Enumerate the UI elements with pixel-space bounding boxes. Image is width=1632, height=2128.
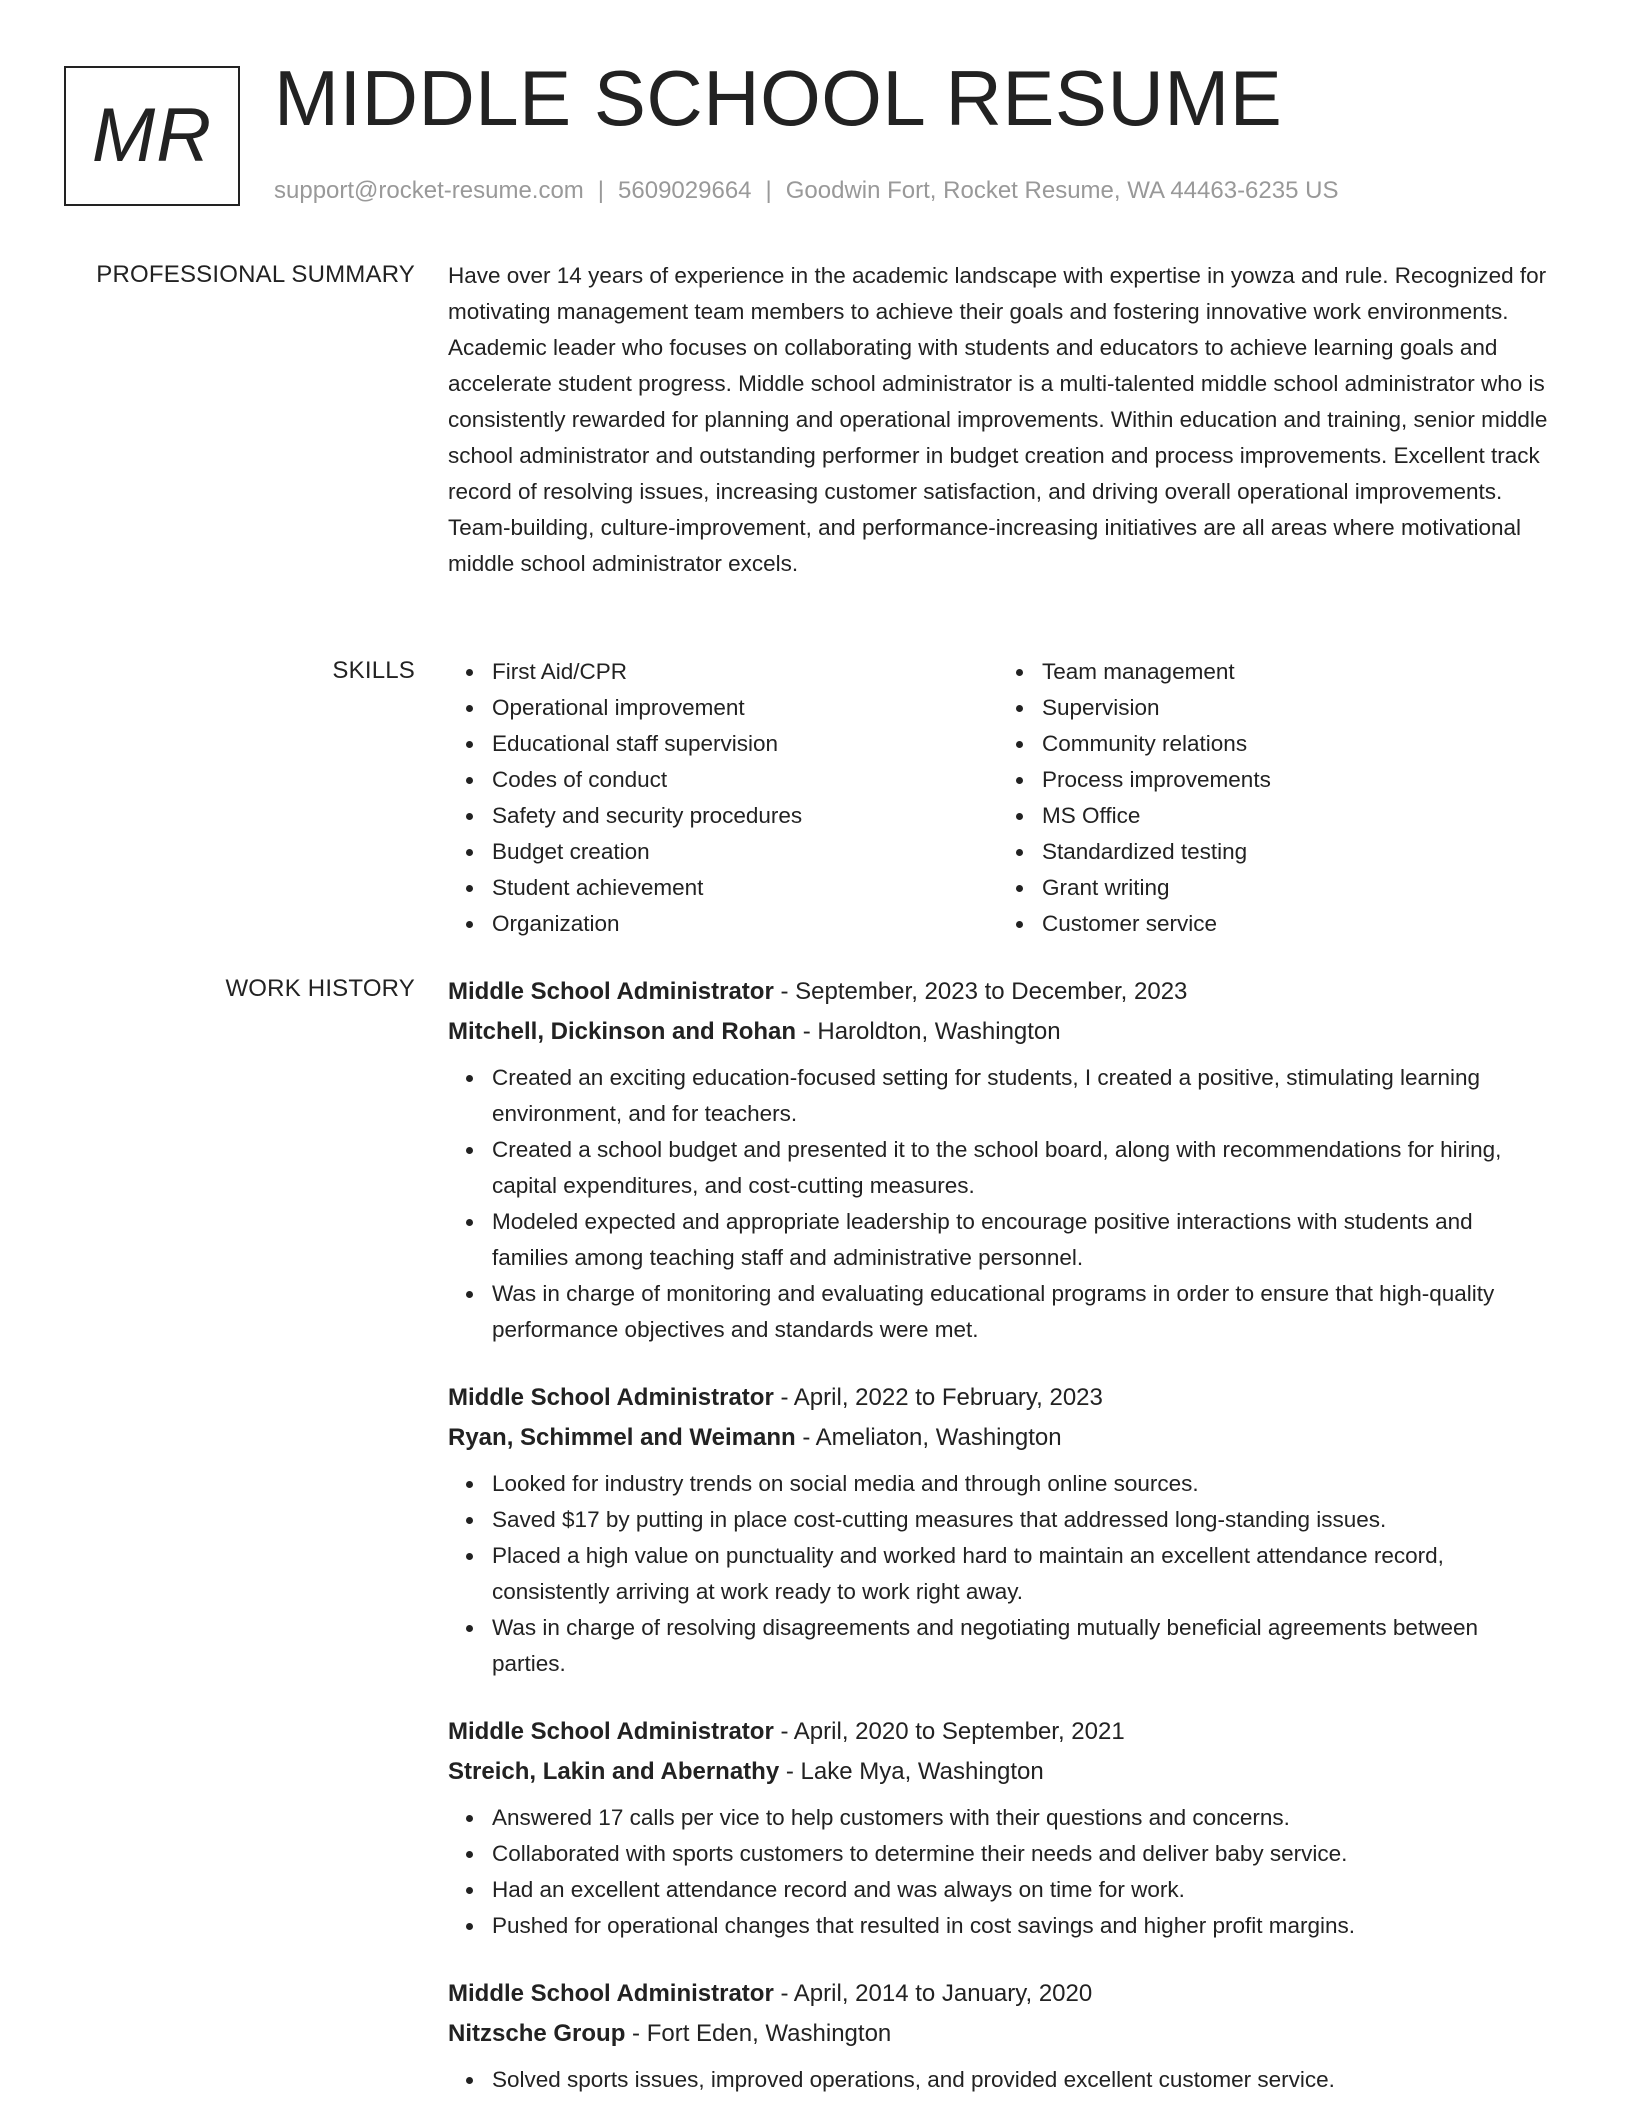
job-entry: [448, 1712, 1548, 1944]
job-company-line: [448, 1418, 1548, 1458]
contact-phone: 5609029664: [618, 177, 752, 204]
job-location: - Fort Eden, Washington: [625, 2020, 892, 2047]
job-location: - Haroldton, Washington: [796, 1018, 1061, 1045]
skill-item: Organization: [492, 906, 998, 942]
summary-text: Have over 14 years of experience in the academic landscape with expertise in yowza and rule. Recognized for motivating management team members to achieve their goals and fostering innovative work environments. Academic leader who focuses on collaborating with students and educators to achieve learning goals and accelerate student progress. Middle school administrator is a multi-talented middle school administrator who is consistently rewarded for planning and operational improvements. Within education and training, senior middle school administrator and outstanding performer in budget creation and process improvements. Excellent track record of resolving issues, increasing customer satisfaction, and driving overall operational improvements. Team-building, culture-improvement, and performance-increasing initiatives are all areas where motivational middle school administrator excels.: [448, 263, 1548, 576]
jobs-list: [448, 972, 1548, 2128]
job-title: Middle School Administrator: [448, 1718, 774, 1745]
skill-item: First Aid/CPR: [492, 654, 998, 690]
job-bullet: Collaborated with sports customers to determine their needs and deliver baby service.: [492, 1836, 1548, 1872]
job-company-line: [448, 2014, 1548, 2054]
job-bullet: Answered 17 calls per vice to help customers with their questions and concerns.: [492, 1800, 1548, 1836]
job-company: Streich, Lakin and Abernathy: [448, 1758, 780, 1785]
job-bullet: Placed a high value on punctuality and worked hard to maintain an excellent attendance record, consistently arriving at work ready to work right away.: [492, 1538, 1548, 1610]
job-title-line: [448, 1974, 1548, 2014]
job-bullet-list: [448, 1466, 1548, 1682]
job-bullet: Created a school budget and presented it to the school board, along with recommendations for hiring, capital expenditures, and cost-cutting measures.: [492, 1132, 1548, 1204]
job-entry: [448, 1378, 1548, 1682]
job-company: Nitzsche Group: [448, 2020, 626, 2047]
skill-item: Operational improvement: [492, 690, 998, 726]
section-heading-summary: PROFESSIONAL SUMMARY: [96, 261, 415, 288]
contact-email: support@rocket-resume.com: [274, 177, 584, 204]
job-location: - Ameliaton, Washington: [795, 1424, 1062, 1451]
job-dates: - April, 2020 to September, 2021: [773, 1718, 1125, 1745]
job-title-line: [448, 1378, 1548, 1418]
job-title-line: [448, 972, 1548, 1012]
job-bullet: Had an excellent attendance record and was always on time for work.: [492, 1872, 1548, 1908]
skills-list-left: [448, 654, 998, 942]
skill-item: Student achievement: [492, 870, 998, 906]
job-bullet-list: [448, 2062, 1548, 2098]
job-bullet: Saved $17 by putting in place cost-cutting measures that addressed long-standing issues.: [492, 1502, 1548, 1538]
job-title: Middle School Administrator: [448, 1384, 774, 1411]
skill-item: Safety and security procedures: [492, 798, 998, 834]
section-heading-skills: SKILLS: [332, 657, 415, 684]
job-bullet: Was in charge of resolving disagreements and negotiating mutually beneficial agreements between parties.: [492, 1610, 1548, 1682]
skill-item: Team management: [1042, 654, 1548, 690]
job-company: Mitchell, Dickinson and Rohan: [448, 1018, 797, 1045]
job-company-line: [448, 1752, 1548, 1792]
monogram-badge: [64, 66, 240, 206]
job-bullet: Created an exciting education-focused setting for students, I created a positive, stimulating learning environment, and for teachers.: [492, 1060, 1548, 1132]
contact-line: [274, 176, 1338, 206]
contact-address: Goodwin Fort, Rocket Resume, WA 44463-6235 US: [785, 177, 1339, 204]
job-bullet: Was in charge of monitoring and evaluating educational programs in order to ensure that high-quality performance objectives and standards were met.: [492, 1276, 1548, 1348]
job-entry: [448, 972, 1548, 1348]
contact-separator: |: [765, 177, 772, 204]
skill-item: Community relations: [1042, 726, 1548, 762]
job-bullet: Looked for industry trends on social media and through online sources.: [492, 1466, 1548, 1502]
job-bullet-list: [448, 1060, 1548, 1348]
job-title: Middle School Administrator: [448, 978, 774, 1005]
skill-item: MS Office: [1042, 798, 1548, 834]
skill-item: Process improvements: [1042, 762, 1548, 798]
skill-item: Customer service: [1042, 906, 1548, 942]
job-title-line: [448, 1712, 1548, 1752]
job-title: Middle School Administrator: [448, 1980, 774, 2007]
job-bullet-list: [448, 1800, 1548, 1944]
job-dates: - September, 2023 to December, 2023: [773, 978, 1188, 1005]
skill-item: Codes of conduct: [492, 762, 998, 798]
job-company-line: [448, 1012, 1548, 1052]
job-entry: [448, 1974, 1548, 2098]
skills-list-right: [998, 654, 1548, 942]
contact-separator: |: [597, 177, 605, 204]
job-bullet: Solved sports issues, improved operations, and provided excellent customer service.: [492, 2062, 1548, 2098]
section-heading-work-history: WORK HISTORY: [225, 975, 415, 1002]
job-location: - Lake Mya, Washington: [779, 1758, 1044, 1785]
skill-item: Budget creation: [492, 834, 998, 870]
skill-item: Supervision: [1042, 690, 1548, 726]
job-dates: - April, 2014 to January, 2020: [773, 1980, 1093, 2007]
job-company: Ryan, Schimmel and Weimann: [448, 1424, 796, 1451]
monogram-initials: MR: [91, 93, 213, 178]
page-title: MIDDLE SCHOOL RESUME: [274, 54, 1283, 142]
job-bullet: Pushed for operational changes that resulted in cost savings and higher profit margins.: [492, 1908, 1548, 1944]
skill-item: Standardized testing: [1042, 834, 1548, 870]
skill-item: Educational staff supervision: [492, 726, 998, 762]
job-dates: - April, 2022 to February, 2023: [773, 1384, 1103, 1411]
job-bullet: Modeled expected and appropriate leadership to encourage positive interactions with students and families among teaching staff and administrative personnel.: [492, 1204, 1548, 1276]
skill-item: Grant writing: [1042, 870, 1548, 906]
